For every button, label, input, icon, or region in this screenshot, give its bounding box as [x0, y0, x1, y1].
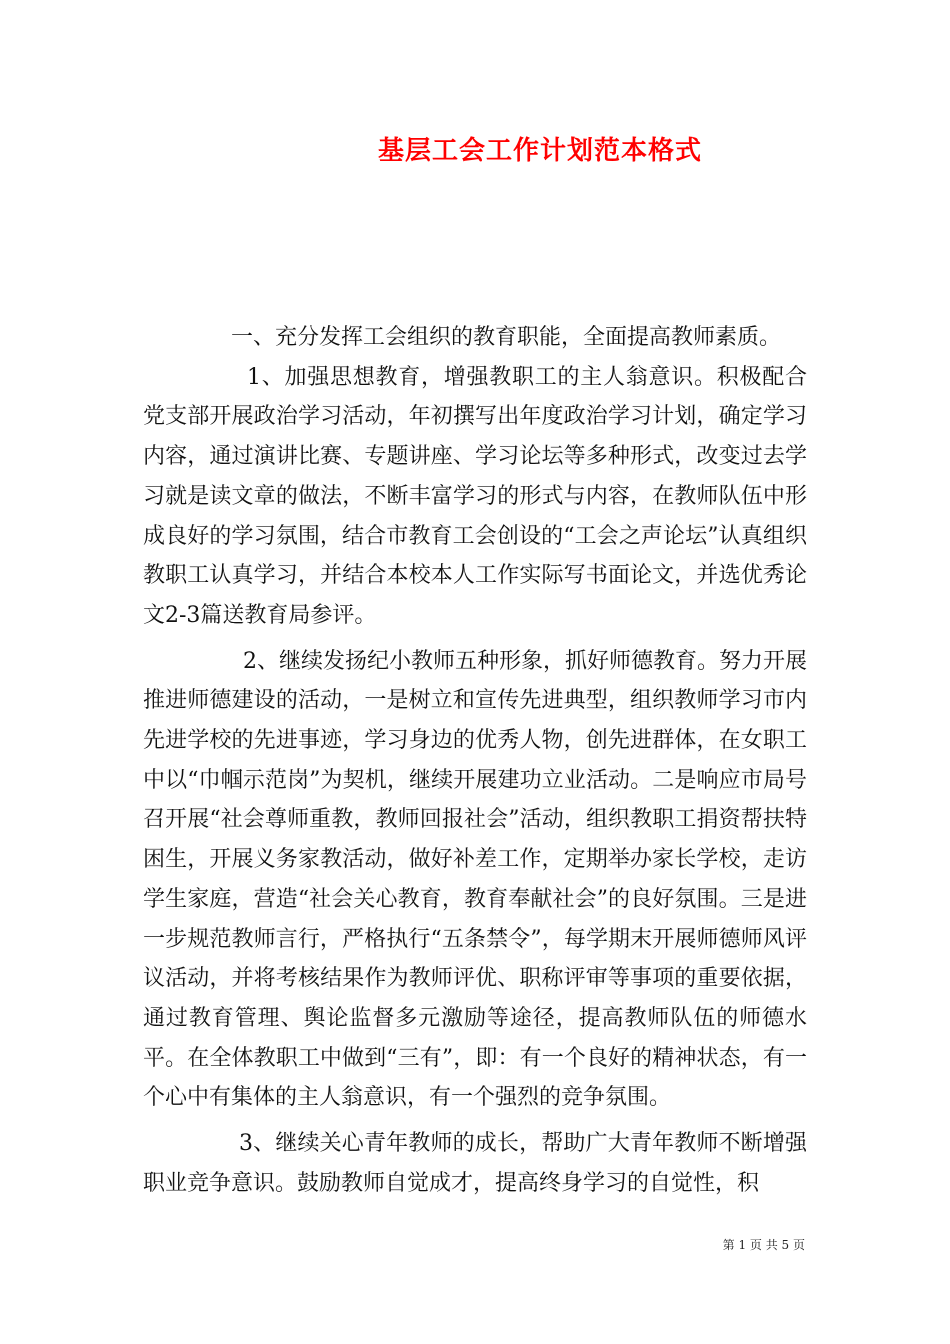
page-number-footer: 第 1 页 共 5 页: [722, 1238, 805, 1252]
paragraph-1: 1、加强思想教育，增强教职工的主人翁意识。积极配合党支部开展政治学习活动，年初撰写出年度政治学习计划，确定学习内容，通过演讲比赛、专题讲座、学习论坛等多种形式，改变过去学习就是读文章的做法，不断丰富学习的形式与内容，在教师队伍中形成良好的学习氛围，结合市教育工会创设的“工会之声论坛”认真组织教职工认真学习，并结合本校本人工作实际写书面论文，并选优秀论文2-3篇送教育局参评。: [143, 364, 807, 628]
section-heading: 一、充分发挥工会组织的教育职能，全面提高教师素质。: [231, 325, 782, 350]
document-title: 基层工会工作计划范本格式: [377, 136, 702, 166]
paragraph-3: 3、继续关心青年教师的成长，帮助广大青年教师不断增强职业竞争意识。鼓励教师自觉成才，提高终身学习的自觉性，积: [143, 1131, 807, 1196]
paragraph-2: 2、继续发扬纪小教师五种形象，抓好师德教育。努力开展推进师德建设的活动，一是树立和宣传先进典型，组织教师学习市内先进学校的先进事迹，学习身边的优秀人物，创先进群体，在女职工中以“巾帼示范岗”为契机，继续开展建功立业活动。二是响应市局号召开展“社会尊师重教，教师回报社会”活动，组织教职工捐资帮扶特困生，开展义务家教活动，做好补差工作，定期举办家长学校，走访学生家庭，营造“社会关心教育，教育奉献社会”的良好氛围。三是进一步规范教师言行，严格执行“五条禁令”，每学期末开展师德师风评议活动，并将考核结果作为教师评优、职称评审等事项的重要依据，通过教育管理、舆论监督多元激励等途径，提高教师队伍的师德水平。在全体教职工中做到“三有”，即：有一个良好的精神状态，有一个心中有集体的主人翁意识，有一个强烈的竞争氛围。: [143, 648, 807, 1111]
document-body: [143, 318, 807, 1203]
